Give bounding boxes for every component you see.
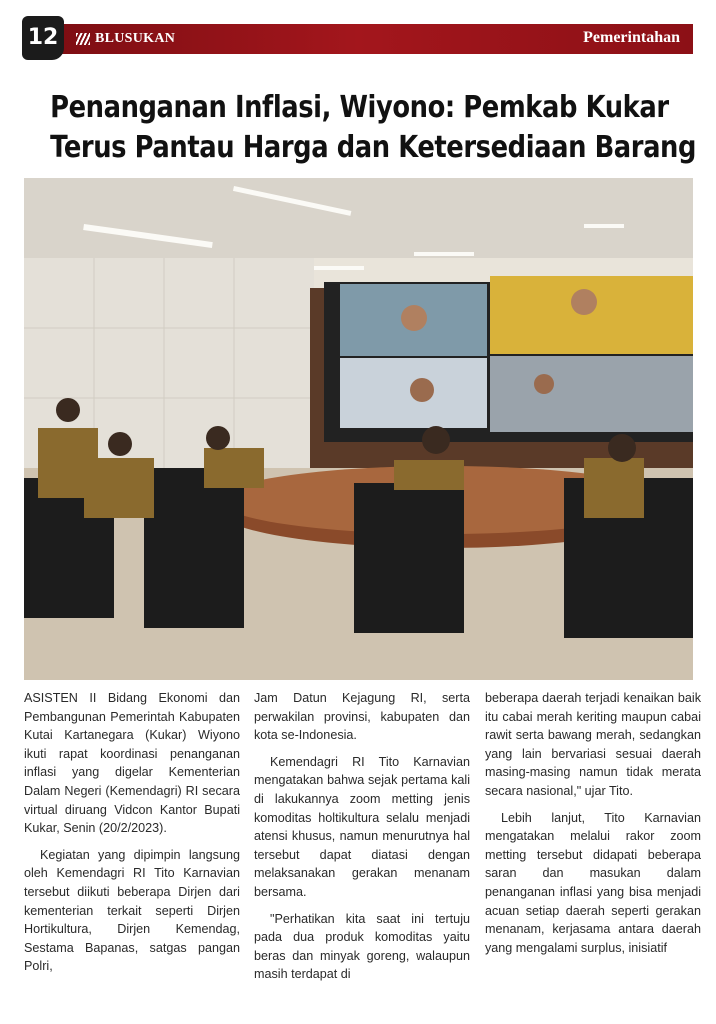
text-column-3 — [485, 689, 701, 965]
paragraph: Kemendagri RI Tito Karnavian mengatakan bahwa sejak pertama kali di lakukannya zoom metting jenis komoditas holtikultura selalu menjadi atensi khusus, namun menurutnya hal tersebut dapat diatasi dengan melaksanakan gerakan menanam bersama. — [254, 754, 470, 899]
paragraph: ASISTEN II Bidang Ekonomi dan Pembangunan Pemerintah Kabupaten Kutai Kartanegara (Kukar) Wiyono ikuti rapat koordinasi penanganan inflasi yang digelar Kementerian Dalam Negeri (Kemendagri) RI secara virtual diruang Vidcon Kantor Bupati Kukar, Senin (20/2/2023). — [24, 691, 240, 836]
meeting-photo — [24, 178, 693, 680]
page-number: 12 — [22, 16, 64, 60]
section-label-text: BLUSUKAN — [95, 31, 176, 46]
page-title — [50, 88, 697, 168]
category-label: Pemerintahan — [583, 29, 680, 46]
paragraph: Lebih lanjut, Tito Karnavian mengatakan melalui rakor zoom metting tersebut didapati beberapa saran dan masukan dalam penanganan inflasi yang bisa menjadi acuan setiap daerah seperti gerakan menanam, kerjasama antara daerah yang mengalami surplus, inisiatif — [485, 810, 701, 955]
title-line-1: Penanganan Inflasi, Wiyono: Pemkab Kukar — [50, 90, 669, 125]
text-column-1 — [24, 689, 240, 984]
paragraph: Jam Datun Kejagung RI, serta perwakilan provinsi, kabupaten dan kota se-Indonesia. — [254, 691, 470, 743]
section-label — [76, 31, 175, 47]
paragraph: Kegiatan yang dipimpin langsung oleh Kemendagri RI Tito Karnavian tersebut diikuti beberapa Dirjen dari kementerian terkait seperti Dirjen Hortikultura, Dirjen Kemendag, Sestama Bapanas, satgas pangan Polri, — [24, 847, 240, 974]
paragraph: beberapa daerah terjadi kenaikan baik itu cabai merah keriting maupun cabai rawit serta bawang merah, sedangkan yang lain bervariasi sesuai daerah masing-masing namun tidak merata secara nasional," ujar Tito. — [485, 691, 701, 798]
title-line-2: Terus Pantau Harga dan Ketersediaan Barang — [50, 130, 697, 165]
paragraph: "Perhatikan kita saat ini tertuju pada dua produk komoditas yaitu beras dan minyak goreng, walaupun masih terdapat di — [254, 911, 470, 982]
text-column-2 — [254, 689, 470, 992]
stripes-icon — [76, 33, 90, 45]
